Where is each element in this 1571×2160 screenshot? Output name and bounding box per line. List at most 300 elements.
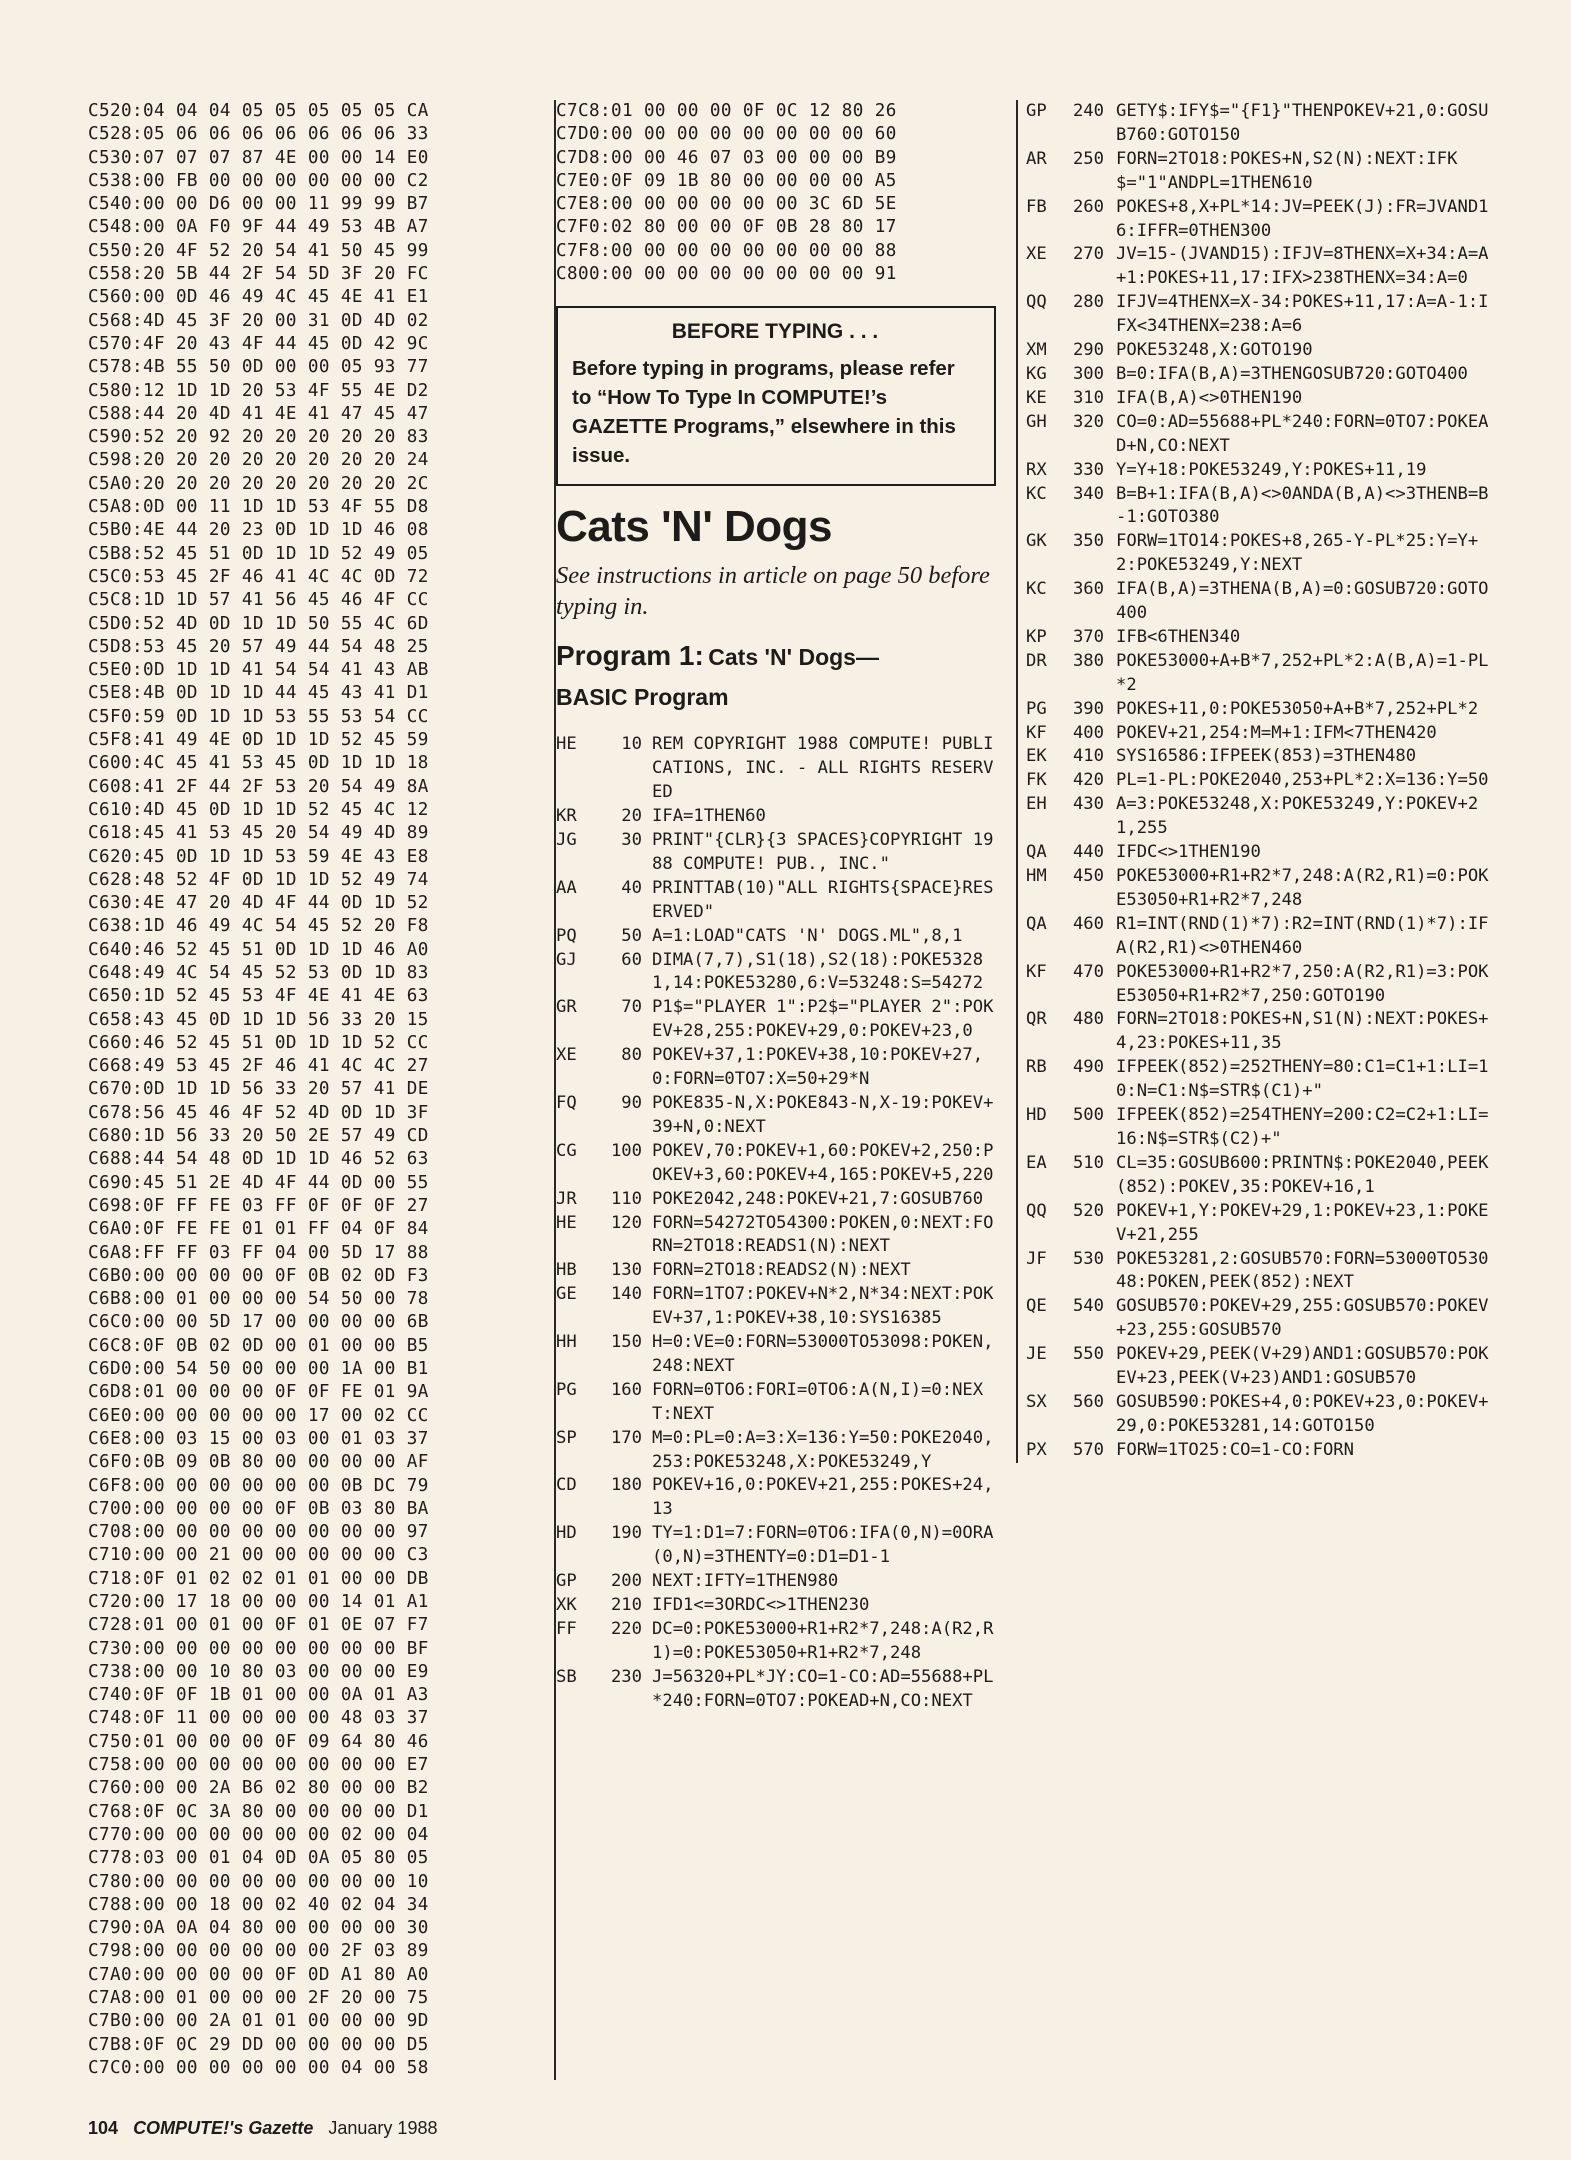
- hex-line: C6C0:00 00 5D 17 00 00 00 00 6B: [88, 1312, 429, 1333]
- basic-code: POKES+8,X+PL*14:JV=PEEK(J):FR=JVAND16:IFFR=0THEN300: [1116, 196, 1489, 241]
- basic-line: [1026, 1056, 1496, 1104]
- line-number: 200: [610, 1571, 642, 1592]
- program-subtitle: BASIC Program: [556, 684, 729, 711]
- line-number: 80: [621, 1045, 642, 1066]
- line-number: 420: [1072, 770, 1104, 791]
- basic-line: [1026, 196, 1496, 244]
- column-3: [1016, 100, 1496, 1463]
- checksum: PG: [556, 1379, 577, 1400]
- line-number: 410: [1072, 746, 1104, 767]
- hex-line: C758:00 00 00 00 00 00 00 00 E7: [88, 1755, 429, 1776]
- hex-line: C660:46 52 45 51 0D 1D 1D 52 CC: [88, 1032, 429, 1053]
- line-number: 510: [1072, 1152, 1104, 1173]
- checksum: HD: [556, 1523, 577, 1544]
- hex-line: C648:49 4C 54 45 52 53 0D 1D 83: [88, 962, 429, 983]
- hex-line: C720:00 17 18 00 00 00 14 01 A1: [88, 1592, 429, 1612]
- line-number: 540: [1072, 1296, 1104, 1317]
- line-number: 530: [1072, 1248, 1104, 1269]
- line-number: 460: [1072, 913, 1104, 934]
- basic-line: [556, 1594, 996, 1618]
- hex-line: C6D0:00 54 50 00 00 00 1A 00 B1: [88, 1359, 429, 1380]
- basic-line: [1026, 148, 1496, 196]
- checksum: QE: [1026, 1296, 1047, 1317]
- basic-code: REM COPYRIGHT 1988 COMPUTE! PUBLICATIONS, INC. - ALL RIGHTS RESERVED: [652, 734, 994, 803]
- checksum: QA: [1026, 842, 1047, 863]
- basic-line: [1026, 1248, 1496, 1296]
- line-number: 290: [1072, 340, 1104, 361]
- checksum: HH: [556, 1332, 577, 1353]
- basic-code: POKE53000+A+B*7,252+PL*2:A(B,A)=1-PL*2: [1116, 650, 1489, 695]
- basic-line: [1026, 243, 1496, 291]
- checksum: HM: [1026, 866, 1047, 886]
- line-number: 130: [610, 1260, 642, 1281]
- hex-line: C698:0F FF FE 03 FF 0F 0F 0F 27: [88, 1195, 429, 1216]
- hex-line: C7E0:0F 09 1B 80 00 00 00 00 A5: [556, 170, 897, 191]
- basic-line: [1026, 339, 1496, 363]
- line-number: 570: [1072, 1439, 1104, 1460]
- checksum: XE: [556, 1045, 577, 1066]
- basic-line: [556, 1618, 996, 1666]
- basic-code: PRINT"{CLR}{3 SPACES}COPYRIGHT 1988 COMPUTE! PUB., INC.": [652, 830, 994, 874]
- checksum: CG: [556, 1140, 577, 1161]
- checksum: KP: [1026, 626, 1047, 647]
- hex-line: C538:00 FB 00 00 00 00 00 00 C2: [88, 170, 429, 191]
- line-number: 180: [610, 1475, 642, 1496]
- basic-line: [1026, 1391, 1496, 1439]
- line-number: 350: [1072, 531, 1104, 552]
- hex-line: C6B8:00 01 00 00 00 54 50 00 78: [88, 1289, 429, 1310]
- checksum: QA: [1026, 913, 1047, 934]
- hex-line: C580:12 1D 1D 20 53 4F 55 4E D2: [88, 380, 429, 401]
- checksum: GP: [1026, 101, 1047, 121]
- basic-line: [1026, 530, 1496, 578]
- checksum: FK: [1026, 770, 1047, 791]
- line-number: 300: [1072, 363, 1104, 384]
- line-number: 140: [610, 1284, 642, 1305]
- line-number: 210: [610, 1595, 642, 1615]
- line-number: 250: [1072, 148, 1104, 169]
- checksum: GR: [556, 997, 577, 1018]
- basic-code: B=B+1:IFA(B,A)<>0ANDA(B,A)<>3THENB=B-1:GOTO380: [1116, 483, 1489, 528]
- hex-line: C530:07 07 07 87 4E 00 00 14 E0: [88, 147, 429, 168]
- hex-line: C610:4D 45 0D 1D 1D 52 45 4C 12: [88, 799, 429, 820]
- line-number: 160: [610, 1379, 642, 1400]
- basic-line: [1026, 1343, 1496, 1391]
- checksum: JF: [1026, 1248, 1047, 1269]
- hex-line: C570:4F 20 43 4F 44 45 0D 42 9C: [88, 333, 429, 354]
- basic-line: [556, 1474, 996, 1522]
- basic-line: [1026, 578, 1496, 626]
- basic-line: [1026, 100, 1496, 148]
- hex-line: C5E8:4B 0D 1D 1D 44 45 43 41 D1: [88, 683, 429, 704]
- hex-line: C5D8:53 45 20 57 49 44 54 48 25: [88, 636, 429, 657]
- hex-line: C558:20 5B 44 2F 54 5D 3F 20 FC: [88, 264, 429, 285]
- checksum: JR: [556, 1188, 577, 1209]
- basic-code: POKEV+37,1:POKEV+38,10:POKEV+27,0:FORN=0TO7:X=50+29*N: [652, 1045, 984, 1090]
- basic-line: [1026, 650, 1496, 698]
- line-number: 330: [1072, 459, 1104, 480]
- hex-line: C690:45 51 2E 4D 4F 44 0D 00 55: [88, 1172, 429, 1193]
- basic-line: [1026, 363, 1496, 387]
- hex-line: C578:4B 55 50 0D 00 00 05 93 77: [88, 357, 429, 378]
- basic-line: [1026, 626, 1496, 650]
- basic-code: FORN=1TO7:POKEV+N*2,N*34:NEXT:POKEV+37,1:POKEV+38,10:SYS16385: [652, 1284, 994, 1329]
- hex-line: C5C8:1D 1D 57 41 56 45 46 4F CC: [88, 590, 429, 611]
- basic-line: [556, 996, 996, 1044]
- hex-line: C568:4D 45 3F 20 00 31 0D 4D 02: [88, 310, 429, 331]
- basic-code: POKE53248,X:GOTO190: [1116, 340, 1313, 361]
- hex-line: C590:52 20 92 20 20 20 20 20 83: [88, 427, 429, 448]
- line-number: 170: [610, 1427, 642, 1448]
- checksum: KG: [1026, 363, 1047, 384]
- line-number: 150: [610, 1332, 642, 1353]
- hex-line: C7C0:00 00 00 00 00 00 04 00 58: [88, 2057, 429, 2078]
- basic-code: POKE53000+R1+R2*7,250:A(R2,R1)=3:POKE53050+R1+R2*7,250:GOTO190: [1116, 961, 1489, 1006]
- basic-line: [1026, 913, 1496, 961]
- hex-line: C7F8:00 00 00 00 00 00 00 00 88: [556, 240, 897, 261]
- basic-line: [1026, 698, 1496, 722]
- hex-line: C5B8:52 45 51 0D 1D 1D 52 49 05: [88, 543, 429, 564]
- hex-line: C790:0A 0A 04 80 00 00 00 00 30: [88, 1918, 429, 1939]
- basic-code: POKE53281,2:GOSUB570:FORN=53000TO53048:POKEN,PEEK(852):NEXT: [1116, 1248, 1489, 1293]
- basic-code: POKEV,70:POKEV+1,60:POKEV+2,250:POKEV+3,60:POKEV+4,165:POKEV+5,220: [652, 1140, 994, 1185]
- basic-code: IFDC<>1THEN190: [1116, 842, 1261, 863]
- basic-line: [1026, 961, 1496, 1009]
- hex-line: C5E0:0D 1D 1D 41 54 54 41 43 AB: [88, 660, 429, 681]
- basic-line: [556, 1522, 996, 1570]
- line-number: 310: [1072, 387, 1104, 408]
- basic-line: [1026, 865, 1496, 913]
- hex-line: C628:48 52 4F 0D 1D 1D 52 49 74: [88, 869, 429, 890]
- basic-listing-part-2: [1026, 100, 1496, 1463]
- checksum: HE: [556, 734, 577, 755]
- hex-line: C800:00 00 00 00 00 00 00 00 91: [556, 264, 897, 285]
- basic-line: [556, 1188, 996, 1212]
- basic-code: POKEV+1,Y:POKEV+29,1:POKEV+23,1:POKEV+21,255: [1116, 1200, 1489, 1245]
- hex-line: C7E8:00 00 00 00 00 00 3C 6D 5E: [556, 194, 897, 215]
- hex-line: C638:1D 46 49 4C 54 45 52 20 F8: [88, 916, 429, 937]
- hex-line: C710:00 00 21 00 00 00 00 00 C3: [88, 1545, 429, 1566]
- hex-line: C7D8:00 00 46 07 03 00 00 00 B9: [556, 147, 897, 168]
- basic-code: IFA(B,A)<>0THEN190: [1116, 387, 1303, 408]
- basic-line: [1026, 387, 1496, 411]
- hex-line: C700:00 00 00 00 0F 0B 03 80 BA: [88, 1498, 429, 1519]
- checksum: KC: [1026, 483, 1047, 504]
- basic-code: P1$="PLAYER 1":P2$="PLAYER 2":POKEV+28,255:POKEV+29,0:POKEV+23,0: [652, 997, 994, 1042]
- hex-line: C730:00 00 00 00 00 00 00 00 BF: [88, 1638, 429, 1659]
- line-number: 270: [1072, 244, 1104, 265]
- basic-code: PL=1-PL:POKE2040,253+PL*2:X=136:Y=50: [1116, 770, 1489, 791]
- checksum: AA: [556, 877, 577, 898]
- checksum: GP: [556, 1571, 577, 1592]
- basic-line: [1026, 459, 1496, 483]
- basic-line: [1026, 769, 1496, 793]
- program-title: Cats 'N' Dogs—: [708, 644, 879, 671]
- hex-line: C708:00 00 00 00 00 00 00 00 97: [88, 1522, 429, 1543]
- checksum: CD: [556, 1475, 577, 1496]
- line-number: 70: [621, 997, 642, 1018]
- basic-code: GOSUB570:POKEV+29,255:GOSUB570:POKEV+23,255:GOSUB570: [1116, 1296, 1489, 1341]
- hex-line: C7B0:00 00 2A 01 01 00 00 00 9D: [88, 2011, 429, 2032]
- line-number: 480: [1072, 1009, 1104, 1030]
- basic-code: IFA(B,A)=3THENA(B,A)=0:GOSUB720:GOTO400: [1116, 579, 1489, 624]
- basic-code: GOSUB590:POKES+4,0:POKEV+23,0:POKEV+29,0:POKE53281,14:GOTO150: [1116, 1391, 1489, 1436]
- basic-line: [556, 1570, 996, 1594]
- hex-line: C728:01 00 01 00 0F 01 0E 07 F7: [88, 1615, 429, 1636]
- checksum: KC: [1026, 579, 1047, 600]
- basic-code: J=56320+PL*JY:CO=1-CO:AD=55688+PL*240:FORN=0TO7:POKEAD+N,CO:NEXT: [652, 1666, 994, 1711]
- line-number: 50: [621, 925, 642, 946]
- basic-line: [1026, 1439, 1496, 1463]
- basic-line: [556, 1044, 996, 1092]
- hex-line: C6A0:0F FE FE 01 01 FF 04 0F 84: [88, 1219, 429, 1240]
- hex-line: C768:0F 0C 3A 80 00 00 00 00 D1: [88, 1801, 429, 1822]
- hex-line: C548:00 0A F0 9F 44 49 53 4B A7: [88, 217, 429, 238]
- checksum: XM: [1026, 340, 1047, 361]
- checksum: PX: [1026, 1439, 1047, 1460]
- checksum: JG: [556, 830, 577, 850]
- basic-code: CO=0:AD=55688+PL*240:FORN=0TO7:POKEAD+N,CO:NEXT: [1116, 411, 1489, 456]
- hex-line: C760:00 00 2A B6 02 80 00 00 B2: [88, 1778, 429, 1799]
- basic-line: [556, 1427, 996, 1475]
- hex-line: C5C0:53 45 2F 46 41 4C 4C 0D 72: [88, 566, 429, 587]
- hex-listing-block-1: [88, 100, 546, 2080]
- line-number: 220: [610, 1618, 642, 1639]
- checksum: GJ: [556, 949, 577, 970]
- hex-line: C600:4C 45 41 53 45 0D 1D 1D 18: [88, 753, 429, 774]
- hex-line: C6F0:0B 09 0B 80 00 00 00 00 AF: [88, 1452, 429, 1473]
- hex-line: C668:49 53 45 2F 46 41 4C 4C 27: [88, 1056, 429, 1077]
- hex-line: C7C8:01 00 00 00 0F 0C 12 80 26: [556, 101, 897, 121]
- basic-line: [1026, 291, 1496, 339]
- line-number: 40: [621, 877, 642, 898]
- hex-listing-block-2: [556, 100, 996, 286]
- hex-line: C588:44 20 4D 41 4E 41 47 45 47: [88, 403, 429, 424]
- line-number: 60: [621, 949, 642, 970]
- line-number: 20: [621, 806, 642, 827]
- before-typing-box: [556, 306, 996, 486]
- basic-code: GETY$:IFY$="{F1}"THENPOKEV+21,0:GOSUB760:GOTO150: [1116, 101, 1489, 145]
- program-heading: [556, 638, 996, 719]
- hex-line: C680:1D 56 33 20 50 2E 57 49 CD: [88, 1126, 429, 1147]
- hex-line: C520:04 04 04 05 05 05 05 05 CA: [88, 101, 429, 121]
- checksum: DR: [1026, 650, 1047, 671]
- line-number: 440: [1072, 842, 1104, 863]
- hex-line: C778:03 00 01 04 0D 0A 05 80 05: [88, 1848, 429, 1869]
- basic-code: POKE835-N,X:POKE843-N,X-19:POKEV+39+N,0:NEXT: [652, 1092, 994, 1137]
- hex-line: C740:0F 0F 1B 01 00 00 0A 01 A3: [88, 1685, 429, 1706]
- hex-line: C6A8:FF FF 03 FF 04 00 5D 17 88: [88, 1242, 429, 1263]
- hex-line: C750:01 00 00 00 0F 09 64 80 46: [88, 1731, 429, 1752]
- checksum: EK: [1026, 746, 1047, 767]
- checksum: XK: [556, 1595, 577, 1615]
- basic-line: [556, 1666, 996, 1714]
- basic-line: [556, 1092, 996, 1140]
- line-number: 470: [1072, 961, 1104, 982]
- line-number: 110: [610, 1188, 642, 1209]
- hex-line: C658:43 45 0D 1D 1D 56 33 20 15: [88, 1009, 429, 1030]
- hex-line: C7A8:00 01 00 00 00 2F 20 00 75: [88, 1988, 429, 2009]
- line-number: 550: [1072, 1344, 1104, 1365]
- checksum: QQ: [1026, 1200, 1047, 1221]
- hex-line: C5F0:59 0D 1D 1D 53 55 53 54 CC: [88, 706, 429, 727]
- hex-line: C560:00 0D 46 49 4C 45 4E 41 E1: [88, 287, 429, 308]
- checksum: HE: [556, 1212, 577, 1233]
- checksum: FQ: [556, 1092, 577, 1113]
- hex-line: C620:45 0D 1D 1D 53 59 4E 43 E8: [88, 846, 429, 867]
- checksum: EH: [1026, 794, 1047, 815]
- column-2: [556, 100, 996, 1714]
- basic-line: [1026, 745, 1496, 769]
- hex-line: C6D8:01 00 00 00 0F 0F FE 01 9A: [88, 1382, 429, 1403]
- line-number: 560: [1072, 1391, 1104, 1412]
- hex-line: C6F8:00 00 00 00 00 00 0B DC 79: [88, 1475, 429, 1496]
- basic-code: IFJV=4THENX=X-34:POKES+11,17:A=A-1:IFX<34THENX=238:A=6: [1116, 292, 1489, 337]
- hex-line: C598:20 20 20 20 20 20 20 20 24: [88, 450, 429, 471]
- page-number: 104: [88, 2118, 119, 2138]
- issue-date: January 1988: [328, 2118, 438, 2138]
- hex-line: C798:00 00 00 00 00 00 2F 03 89: [88, 1941, 429, 1962]
- line-number: 10: [621, 734, 642, 755]
- checksum: XE: [1026, 244, 1047, 265]
- hex-line: C688:44 54 48 0D 1D 1D 46 52 63: [88, 1149, 429, 1170]
- checksum: GK: [1026, 531, 1047, 552]
- hex-line: C788:00 00 18 00 02 40 02 04 34: [88, 1894, 429, 1915]
- line-number: 370: [1072, 626, 1104, 647]
- hex-line: C7A0:00 00 00 00 0F 0D A1 80 A0: [88, 1964, 429, 1985]
- line-number: 340: [1072, 483, 1104, 504]
- line-number: 490: [1072, 1057, 1104, 1078]
- hex-line: C6E8:00 03 15 00 03 00 01 03 37: [88, 1428, 429, 1449]
- checksum: QR: [1026, 1009, 1047, 1030]
- basic-code: FORN=0TO6:FORI=0TO6:A(N,I)=0:NEXT:NEXT: [652, 1379, 984, 1424]
- basic-code: FORW=1TO25:CO=1-CO:FORN: [1116, 1439, 1354, 1460]
- checksum: RB: [1026, 1057, 1047, 1078]
- basic-code: FORN=2TO18:READS2(N):NEXT: [652, 1260, 911, 1281]
- hex-line: C748:0F 11 00 00 00 00 48 03 37: [88, 1708, 429, 1729]
- line-number: 90: [621, 1092, 642, 1113]
- article-title: Cats 'N' Dogs: [556, 502, 833, 552]
- hex-line: C650:1D 52 45 53 4F 4E 41 4E 63: [88, 986, 429, 1007]
- hex-line: C608:41 2F 44 2F 53 20 54 49 8A: [88, 776, 429, 797]
- basic-code: SYS16586:IFPEEK(853)=3THEN480: [1116, 746, 1417, 767]
- basic-line: [556, 1259, 996, 1283]
- basic-line: [1026, 1295, 1496, 1343]
- line-number: 520: [1072, 1200, 1104, 1221]
- basic-line: [1026, 411, 1496, 459]
- basic-line: [556, 1331, 996, 1379]
- basic-code: FORN=54272TO54300:POKEN,0:NEXT:FORN=2TO18:READS1(N):NEXT: [652, 1212, 994, 1257]
- line-number: 100: [610, 1140, 642, 1161]
- hex-line: C670:0D 1D 1D 56 33 20 57 41 DE: [88, 1079, 429, 1100]
- basic-line: [556, 877, 996, 925]
- basic-code: B=0:IFA(B,A)=3THENGOSUB720:GOTO400: [1116, 363, 1468, 384]
- hex-line: C5A0:20 20 20 20 20 20 20 20 2C: [88, 473, 429, 494]
- basic-code: FORN=2TO18:POKES+N,S1(N):NEXT:POKES+4,23:POKES+11,35: [1116, 1009, 1489, 1054]
- basic-code: POKES+11,0:POKE53050+A+B*7,252+PL*2: [1116, 698, 1479, 719]
- checksum: FF: [556, 1618, 577, 1639]
- basic-line: [1026, 483, 1496, 531]
- hex-line: C630:4E 47 20 4D 4F 44 0D 1D 52: [88, 893, 429, 914]
- basic-code: IFA=1THEN60: [652, 806, 766, 827]
- checksum: KE: [1026, 387, 1047, 408]
- basic-line: [556, 1212, 996, 1260]
- hex-line: C5F8:41 49 4E 0D 1D 1D 52 45 59: [88, 730, 429, 751]
- hex-line: C7D0:00 00 00 00 00 00 00 00 60: [556, 124, 897, 145]
- hex-line: C770:00 00 00 00 00 00 02 00 04: [88, 1824, 429, 1845]
- checksum: GH: [1026, 411, 1047, 432]
- basic-code: M=0:PL=0:A=3:X=136:Y=50:POKE2040,253:POKE53248,X:POKE53249,Y: [652, 1427, 994, 1472]
- basic-line: [1026, 1152, 1496, 1200]
- hex-line: C678:56 45 46 4F 52 4D 0D 1D 3F: [88, 1102, 429, 1123]
- hex-line: C5D0:52 4D 0D 1D 1D 50 55 4C 6D: [88, 613, 429, 634]
- hex-line: C640:46 52 45 51 0D 1D 1D 46 A0: [88, 939, 429, 960]
- checksum: HB: [556, 1260, 577, 1281]
- basic-code: FORN=2TO18:POKES+N,S2(N):NEXT:IFK$="1"ANDPL=1THEN610: [1116, 148, 1458, 193]
- line-number: 190: [610, 1523, 642, 1544]
- basic-line: [1026, 1200, 1496, 1248]
- basic-line: [556, 1283, 996, 1331]
- basic-code: JV=15-(JVAND15):IFJV=8THENX=X+34:A=A+1:POKES+11,17:IFX>238THENX=34:A=0: [1116, 244, 1489, 289]
- basic-code: PRINTTAB(10)"ALL RIGHTS{SPACE}RESERVED": [652, 877, 994, 922]
- basic-code: POKEV+29,PEEK(V+29)AND1:GOSUB570:POKEV+23,PEEK(V+23)AND1:GOSUB570: [1116, 1344, 1489, 1389]
- line-number: 400: [1072, 722, 1104, 743]
- basic-code: H=0:VE=0:FORN=53000TO53098:POKEN,248:NEXT: [652, 1332, 994, 1376]
- basic-code: DIMA(7,7),S1(18),S2(18):POKE53281,14:POKE53280,6:V=53248:S=54272: [652, 949, 984, 994]
- checksum: PG: [1026, 698, 1047, 719]
- line-number: 120: [610, 1212, 642, 1233]
- hex-line: C5B0:4E 44 20 23 0D 1D 1D 46 08: [88, 520, 429, 541]
- line-number: 320: [1072, 411, 1104, 432]
- checksum: SP: [556, 1427, 577, 1448]
- basic-line: [1026, 841, 1496, 865]
- line-number: 450: [1072, 866, 1104, 886]
- basic-line: [1026, 1104, 1496, 1152]
- hex-line: C7B8:0F 0C 29 DD 00 00 00 00 D5: [88, 2034, 429, 2055]
- before-typing-body: Before typing in programs, please refer to “How To Type In COMPUTE!’s GAZETTE Programs,” elsewhere in this issue.: [572, 357, 956, 468]
- basic-line: [1026, 1008, 1496, 1056]
- basic-code: R1=INT(RND(1)*7):R2=INT(RND(1)*7):IFA(R2,R1)<>0THEN460: [1116, 913, 1489, 958]
- hex-line: C550:20 4F 52 20 54 41 50 45 99: [88, 240, 429, 261]
- hex-line: C540:00 00 D6 00 00 11 99 99 B7: [88, 194, 429, 215]
- basic-line: [1026, 722, 1496, 746]
- checksum: SX: [1026, 1391, 1047, 1412]
- basic-code: DC=0:POKE53000+R1+R2*7,248:A(R2,R1)=0:POKE53050+R1+R2*7,248: [652, 1618, 994, 1663]
- basic-code: NEXT:IFTY=1THEN980: [652, 1571, 839, 1592]
- line-number: 230: [610, 1666, 642, 1687]
- checksum: FB: [1026, 196, 1047, 217]
- hex-line: C6C8:0F 0B 02 0D 00 01 00 00 B5: [88, 1335, 429, 1356]
- hex-line: C7F0:02 80 00 00 0F 0B 28 80 17: [556, 217, 897, 238]
- hex-line: C738:00 00 10 80 03 00 00 00 E9: [88, 1661, 429, 1682]
- basic-code: POKEV+21,254:M=M+1:IFM<7THEN420: [1116, 722, 1437, 743]
- checksum: EA: [1026, 1152, 1047, 1173]
- line-number: 260: [1072, 196, 1104, 217]
- line-number: 390: [1072, 698, 1104, 719]
- checksum: SB: [556, 1666, 577, 1687]
- page-footer: [88, 2118, 437, 2139]
- hex-line: C528:05 06 06 06 06 06 06 06 33: [88, 124, 429, 145]
- basic-code: FORW=1TO14:POKES+8,265-Y-PL*25:Y=Y+2:POKE53249,Y:NEXT: [1116, 531, 1479, 576]
- line-number: 280: [1072, 292, 1104, 313]
- program-label: Program 1:: [556, 640, 704, 672]
- line-number: 380: [1072, 650, 1104, 671]
- checksum: KR: [556, 806, 577, 827]
- line-number: 30: [621, 830, 642, 850]
- basic-line: [556, 925, 996, 949]
- checksum: HD: [1026, 1105, 1047, 1126]
- checksum: GE: [556, 1284, 577, 1305]
